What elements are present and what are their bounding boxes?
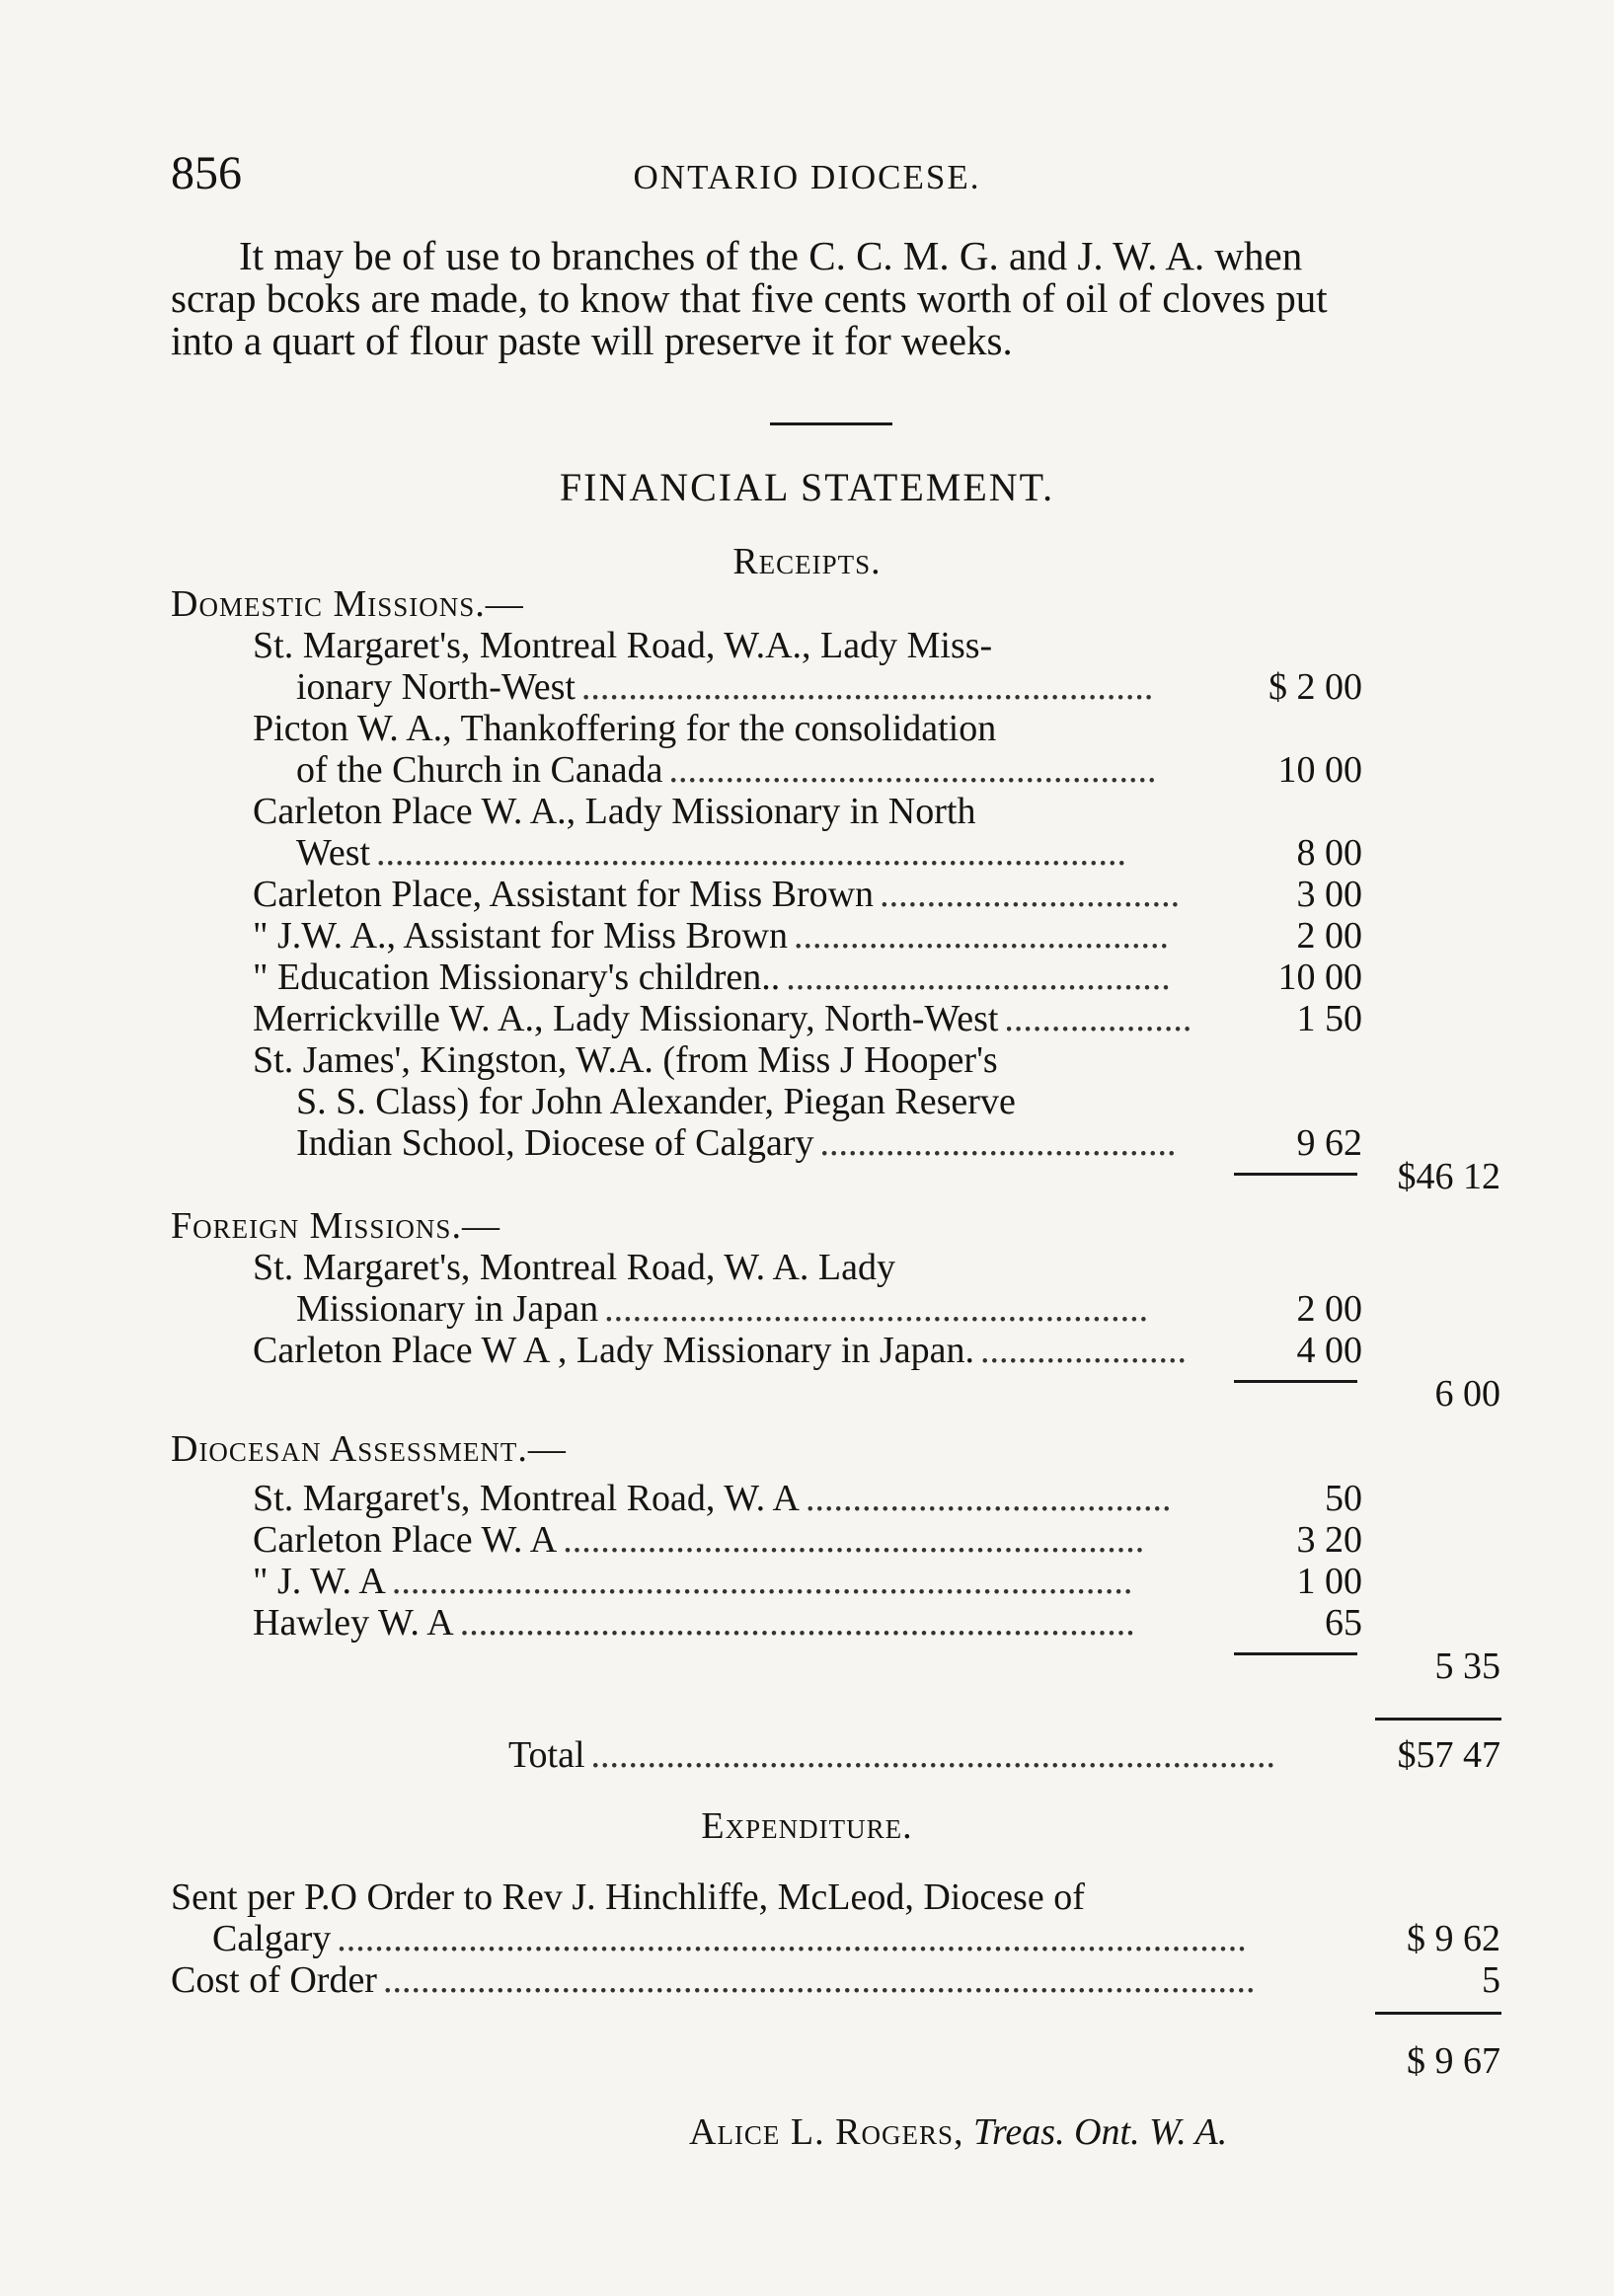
entry-line: St. Margaret's, Montreal Road, W.A., Lady Miss- [253, 625, 993, 666]
leader-dots: ........................................................................ [459, 1602, 1135, 1644]
entry-line: Carleton Place W. A., Lady Missionary in North [253, 791, 976, 832]
entry-line: of the Church in Canada [296, 749, 663, 791]
leader-dots: ................................................................................................. [337, 1918, 1247, 1959]
subtotal-amount: $46 12 [1397, 1156, 1500, 1197]
expenditure-rule [1375, 2012, 1501, 2015]
subtotal-amount: 6 00 [1434, 1373, 1500, 1415]
entry-amount: 1 50 [1296, 998, 1362, 1039]
entry-line: Indian School, Diocese of Calgary [296, 1122, 814, 1164]
expenditure-heading: Expenditure. [701, 1805, 913, 1847]
running-head: ONTARIO DIOCESE. [633, 158, 981, 196]
subtotal-rule [1234, 1652, 1357, 1655]
leader-dots: ......................................... [786, 957, 1171, 998]
leader-dots: .............................................................. [563, 1519, 1145, 1561]
leader-dots: ......................................................................... [590, 1734, 1276, 1776]
expenditure-line: Calgary [212, 1918, 332, 1959]
entry-line: Hawley W. A [253, 1602, 454, 1644]
intro-line: into a quart of flour paste will preserve it for weeks. [171, 318, 1013, 363]
expenditure-amount: 5 [1482, 1959, 1500, 2001]
leader-dots: .......................................................... [604, 1288, 1149, 1330]
entry-line: Carleton Place, Assistant for Miss Brown [253, 874, 875, 915]
section-heading: Diocesan Assessment.— [171, 1428, 567, 1470]
entry-amount: 2 00 [1296, 915, 1362, 957]
leader-dots: ....................................... [805, 1478, 1172, 1519]
receipts-heading: Receipts. [732, 541, 882, 582]
entry-line: St. James', Kingston, W.A. (from Miss J Hooper's [253, 1039, 998, 1081]
expenditure-line: Cost of Order [171, 1959, 377, 2001]
entry-line: St. Margaret's, Montreal Road, W. A. Lady [253, 1247, 896, 1288]
leader-dots: .................................................... [668, 749, 1157, 791]
leader-dots: ................................................................................ [376, 832, 1127, 874]
entry-amount: 10 00 [1277, 957, 1362, 998]
entry-amount: 10 00 [1277, 749, 1362, 791]
entry-line: " J. W. A [253, 1561, 386, 1602]
entry-line: Merrickville W. A., Lady Missionary, North-West [253, 998, 999, 1039]
total-rule [1375, 1718, 1501, 1721]
leader-dots: ................................ [880, 874, 1181, 915]
entry-line: ionary North-West [296, 666, 576, 708]
expenditure-line: Sent per P.O Order to Rev J. Hinchliffe, McLeod, Diocese of [171, 1876, 1085, 1918]
signature [689, 2110, 1227, 2154]
statement-title: FINANCIAL STATEMENT. [559, 465, 1055, 509]
entry-amount: 3 20 [1296, 1519, 1362, 1561]
entry-line: Carleton Place W A , Lady Missionary in Japan. [253, 1330, 975, 1371]
entry-line: Missionary in Japan [296, 1288, 599, 1330]
leader-dots: .................... [1004, 998, 1192, 1039]
entry-amount: 4 00 [1296, 1330, 1362, 1371]
section-divider [770, 422, 892, 425]
entry-amount: 9 62 [1296, 1122, 1362, 1164]
subtotal-amount: 5 35 [1434, 1645, 1500, 1687]
leader-dots: ...................................... [819, 1122, 1177, 1164]
intro-line: It may be of use to branches of the C. C. M. G. and J. W. A. when [239, 233, 1303, 278]
entry-amount: 65 [1325, 1602, 1362, 1644]
leader-dots: ...................... [980, 1330, 1188, 1371]
intro-line: scrap bcoks are made, to know that five cents worth of oil of cloves put [171, 275, 1328, 321]
entry-line: S. S. Class) for John Alexander, Piegan Reserve [296, 1081, 1016, 1122]
total-amount: $57 47 [1397, 1734, 1500, 1776]
section-heading: Foreign Missions.— [171, 1205, 500, 1247]
entry-amount: 3 00 [1296, 874, 1362, 915]
leader-dots: ............................................................................... [391, 1561, 1133, 1602]
entry-line: Picton W. A., Thankoffering for the consolidation [253, 708, 997, 749]
entry-line: " J.W. A., Assistant for Miss Brown [253, 915, 788, 957]
leader-dots: ............................................................................................. [382, 1959, 1256, 2001]
entry-amount: 50 [1325, 1478, 1362, 1519]
entry-line: St. Margaret's, Montreal Road, W. A [253, 1478, 800, 1519]
leader-dots: ............................................................. [580, 666, 1154, 708]
entry-amount: $ 2 00 [1268, 666, 1362, 708]
entry-amount: 2 00 [1296, 1288, 1362, 1330]
entry-amount: 1 00 [1296, 1561, 1362, 1602]
entry-line: West [296, 832, 371, 874]
section-heading: Domestic Missions.— [171, 583, 524, 625]
treasurer-title: Treas. Ont. W. A. [973, 2111, 1228, 2153]
total-label: Total [508, 1734, 585, 1776]
intro-paragraph [171, 235, 1501, 362]
expenditure-total: $ 9 67 [1407, 2040, 1500, 2082]
page-number: 856 [171, 147, 242, 199]
subtotal-rule [1234, 1380, 1357, 1383]
expenditure-amount: $ 9 62 [1407, 1918, 1500, 1959]
leader-dots: ........................................ [793, 915, 1169, 957]
subtotal-rule [1234, 1173, 1357, 1176]
treasurer-name: Alice L. Rogers, [689, 2111, 964, 2153]
entry-amount: 8 00 [1296, 832, 1362, 874]
entry-line: " Education Missionary's children.. [253, 957, 781, 998]
entry-line: Carleton Place W. A [253, 1519, 558, 1561]
